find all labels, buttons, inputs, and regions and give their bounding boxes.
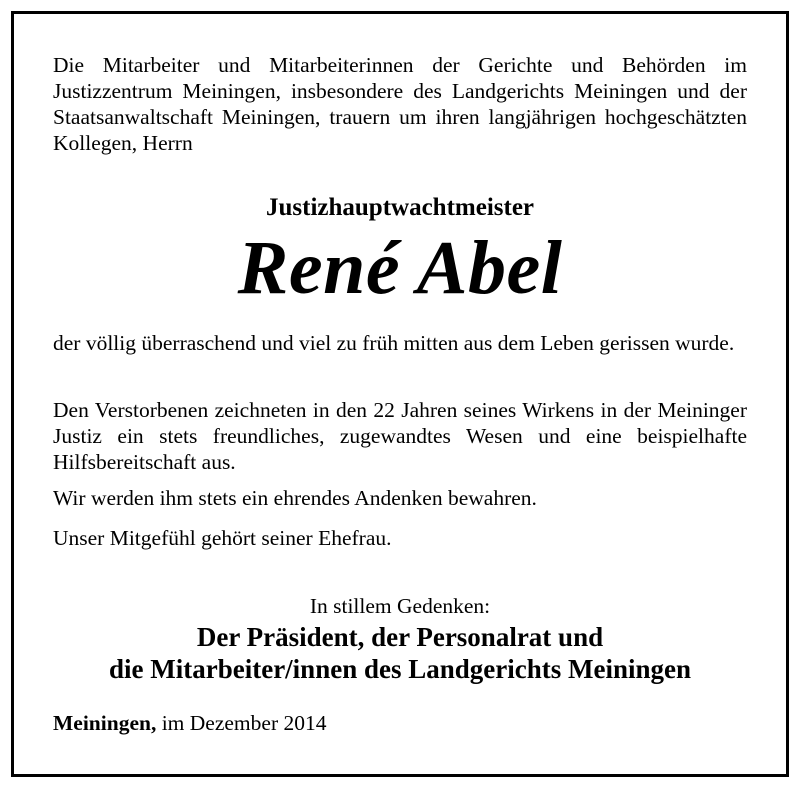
paragraph-condolence: Unser Mitgefühl gehört seiner Ehefrau. (53, 526, 392, 550)
signer-line: die Mitarbeiter/innen des Landgerichts Meiningen (109, 654, 691, 684)
memorial-phrase: In stillem Gedenken: (309, 594, 491, 618)
signer-line: Der Präsident, der Personalrat und (196, 622, 604, 652)
intro-paragraph: Die Mitarbeiter und Mitarbeiterinnen der Gerichte und Behörden im Justizzentrum Meiningen, insbesondere des Landgerichts Meiningen und der Staatsanwaltschaft Meiningen, trauern um ihren langjährigen hochgeschätzten Kollegen, Herrn (53, 53, 747, 155)
place-date (53, 710, 326, 736)
paragraph-tribute: Den Verstorbenen zeichneten in den 22 Jahren seines Wirkens in der Meininger Justiz ein stets freundliches, zugewandtes Wesen und eine beispielhafte Hilfsbereitschaft aus. (53, 398, 747, 474)
paragraph-death: der völlig überraschend und viel zu früh mitten aus dem Leben gerissen wurde. (53, 331, 735, 355)
date: im Dezember 2014 (156, 711, 327, 735)
place: Meiningen, (53, 711, 157, 735)
deceased-rank: Justizhauptwachtmeister (265, 194, 535, 221)
signers-block (53, 621, 747, 685)
deceased-name: René Abel (237, 226, 563, 310)
paragraph-remembrance: Wir werden ihm stets ein ehrendes Andenken bewahren. (53, 486, 537, 510)
